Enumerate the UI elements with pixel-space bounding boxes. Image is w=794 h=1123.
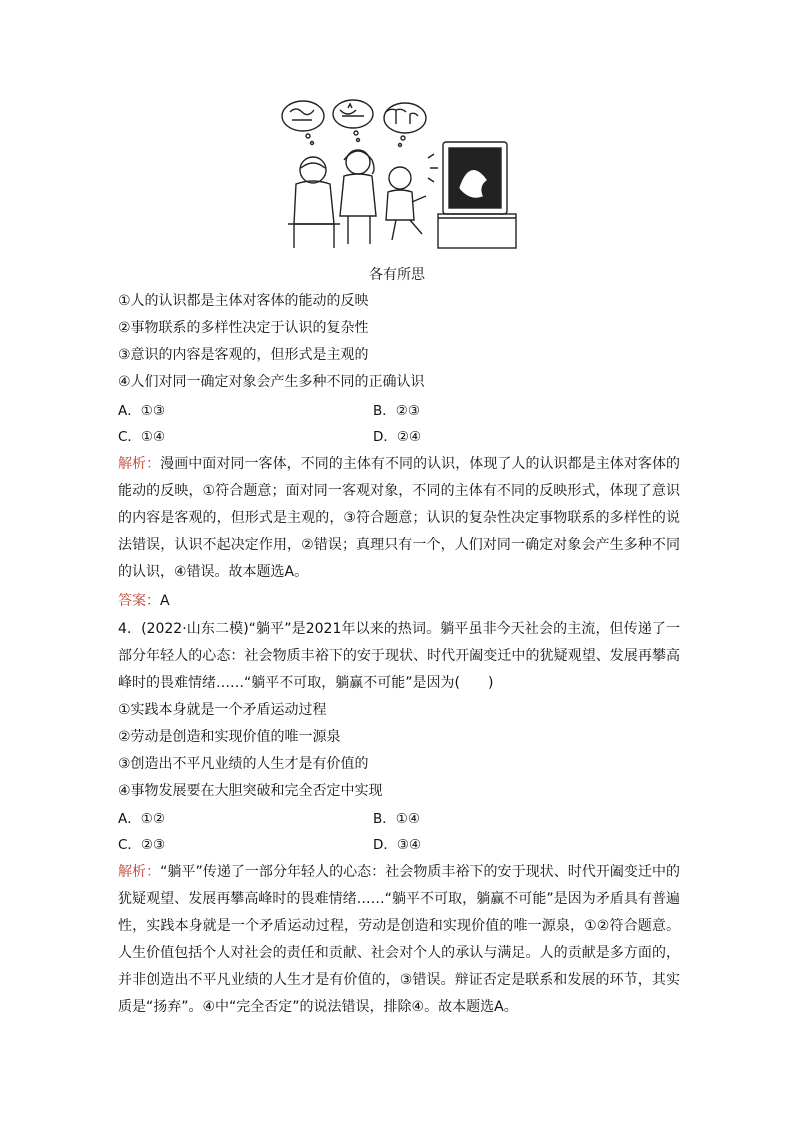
thought-bubble-1 — [282, 101, 324, 131]
father-head — [300, 157, 326, 183]
q4-analysis-label: 解析： — [118, 864, 161, 880]
q4-option-d: D．③④ — [373, 837, 422, 853]
child-body — [386, 190, 414, 220]
q4-statement-4: ④事物发展要在大胆突破和完全否定中实现 — [118, 783, 383, 799]
q3-analysis — [118, 451, 680, 586]
father-body — [294, 181, 334, 224]
q4-option-b: B．①④ — [373, 811, 420, 827]
q3-statement-4: ④人们对同一确定对象会产生多种不同的正确认识 — [118, 374, 425, 390]
q4-option-a: A．①② — [118, 811, 165, 827]
q4-statement-2: ②劳动是创造和实现价值的唯一源泉 — [118, 729, 341, 745]
thought-bubble-3 — [384, 103, 426, 133]
thought-bubble-2 — [333, 100, 373, 128]
tv-cabinet — [438, 214, 516, 248]
q4-stem — [118, 616, 680, 697]
q4-analysis-text: “躺平”传递了一部分年轻人的心态：社会物质丰裕下的安于现状、时代开阖变迁中的犹疑观望、发展再攀高峰时的畏难情绪……“躺平不可取，躺赢不可能”是因为矛盾具有普遍性，实践本身就是一个矛盾运动过程，劳动是创造和实现价值的唯一源泉，①②符合题意。人生价值包括个人对社会的责任和贡献、社会对个人的承认与满足。人的贡献是多方面的，并非创造出不平凡业绩的人生才是有价值的，③错误。辩证否定是联系和发展的环节，其实质是“扬弃”。④中“完全否定”的说法错误，排除④。故本题选A。 — [118, 864, 681, 1015]
figure-caption: 各有所思 — [369, 267, 425, 283]
q3-analysis-label: 解析： — [118, 456, 161, 472]
q3-answer — [118, 592, 170, 610]
q3-statement-3: ③意识的内容是客观的，但形式是主观的 — [118, 347, 369, 363]
q3-analysis-text: 漫画中面对同一客体，不同的主体有不同的认识，体现了人的认识都是主体对客体的能动的反映，①符合题意；面对同一客观对象，不同的主体有不同的反映形式，体现了意识的内容是客观的，但形式是主观的，③符合题意；认识的复杂性决定事物联系的多样性的说法错误，认识不起决定作用，②错误；真理只有一个，人们对同一确定对象会产生多种不同的认识，④错误。故本题选A。 — [118, 456, 681, 580]
q3-option-d: D．②④ — [373, 429, 422, 445]
q4-statement-3: ③创造出不平凡业绩的人生才是有价值的 — [118, 756, 369, 772]
q3-answer-label: 答案： — [118, 593, 160, 609]
q4-stem-text: 4．(2022·山东二模)“躺平”是2021年以来的热词。躺平虽非今天社会的主流，但传递了一部分年轻人的心态：社会物质丰裕下的安于现状、时代开阖变迁中的犹疑观望、发展再攀高峰时的畏难情绪……“躺平不可取，躺赢不可能”是因为( ) — [118, 621, 680, 691]
q3-answer-value: A — [160, 593, 170, 609]
mother-body — [340, 174, 376, 216]
child-head — [389, 167, 411, 189]
q4-analysis — [118, 859, 680, 1021]
q3-statement-1: ①人的认识都是主体对客体的能动的反映 — [118, 293, 369, 309]
q3-statement-2: ②事物联系的多样性决定于认识的复杂性 — [118, 320, 369, 336]
q3-option-a: A．①③ — [118, 403, 165, 419]
q4-statement-1: ①实践本身就是一个矛盾运动过程 — [118, 702, 327, 718]
cartoon-illustration — [278, 98, 518, 256]
q3-option-c: C．①④ — [118, 429, 166, 445]
q4-option-c: C．②③ — [118, 837, 166, 853]
q3-option-b: B．②③ — [373, 403, 420, 419]
